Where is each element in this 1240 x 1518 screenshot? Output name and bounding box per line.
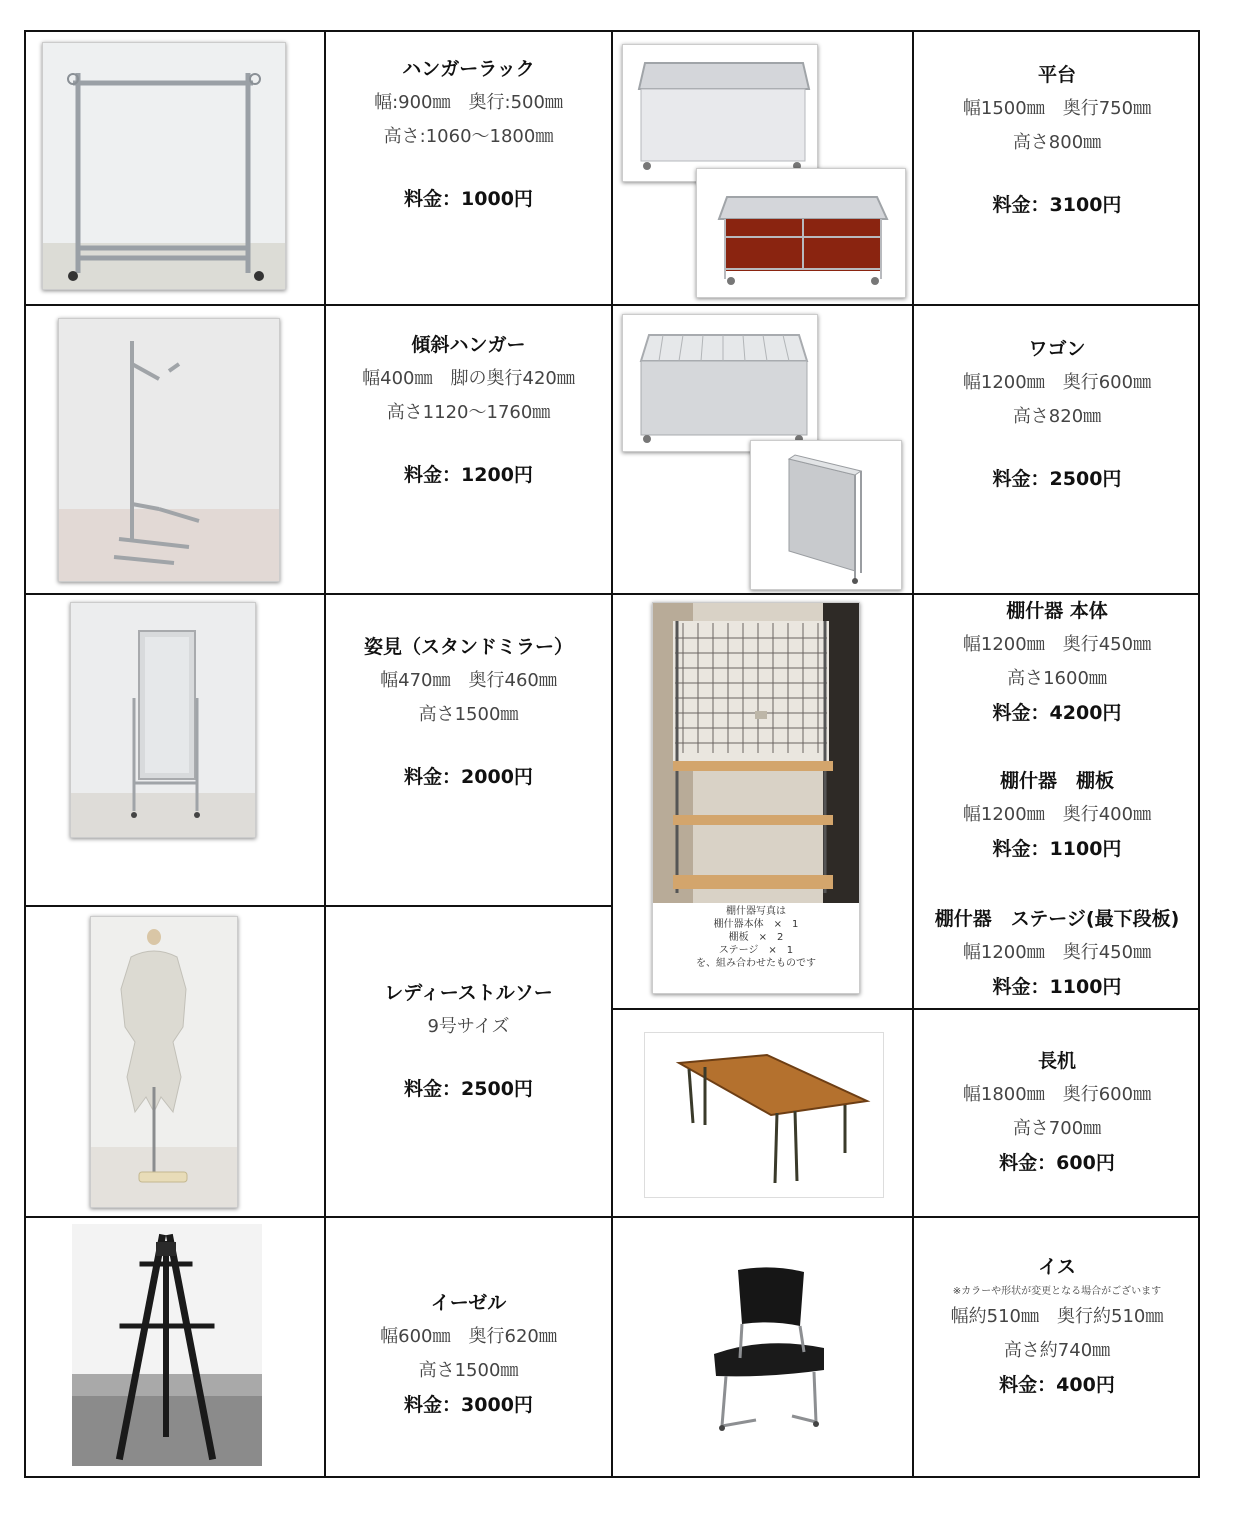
item-price: 料金：4200円 xyxy=(992,702,1122,724)
item-spec: 幅:900㎜ 奥行:500㎜ xyxy=(374,92,563,113)
item-spec: 高さ800㎜ xyxy=(1012,132,1102,153)
torso-photo xyxy=(90,916,238,1208)
wagon-photo-1 xyxy=(622,314,818,452)
shelf-photo xyxy=(652,602,860,994)
item-price: 料金：2000円 xyxy=(404,766,533,788)
item-name: 棚什器 本体 xyxy=(1006,600,1108,622)
flat-table-photo-2 xyxy=(696,168,906,298)
caption-line: 棚什器写真は xyxy=(726,906,786,917)
item-spec: 高さ約740㎜ xyxy=(1003,1340,1111,1361)
item-spec: 高さ700㎜ xyxy=(1012,1118,1102,1139)
mirror-photo xyxy=(70,602,256,838)
mirror-info xyxy=(326,630,611,830)
divider xyxy=(612,304,1200,306)
item-name: ハンガーラック xyxy=(402,58,535,80)
item-spec: 高さ1120～1760㎜ xyxy=(386,402,551,423)
rental-equipment-table xyxy=(24,30,1200,1478)
easel-info xyxy=(326,1286,611,1446)
item-spec: 幅約510㎜ 奥行約510㎜ xyxy=(950,1306,1164,1327)
divider xyxy=(612,1216,1200,1218)
easel-photo xyxy=(72,1224,262,1466)
long-desk-photo xyxy=(644,1032,884,1198)
divider xyxy=(611,32,613,1478)
caption-line: ステージ × 1 xyxy=(718,945,794,956)
divider xyxy=(612,1008,1200,1010)
item-spec: 9号サイズ xyxy=(427,1016,510,1037)
item-spec: 幅1800㎜ 奥行600㎜ xyxy=(962,1084,1152,1105)
item-name: 棚什器 ステージ(最下段板) xyxy=(934,908,1180,930)
shelf-info xyxy=(914,594,1200,1008)
item-name: 傾斜ハンガー xyxy=(411,334,526,356)
item-spec: 幅600㎜ 奥行620㎜ xyxy=(380,1326,557,1347)
item-spec: 高さ1500㎜ xyxy=(418,1360,519,1381)
wagon-photo-2 xyxy=(750,440,902,590)
item-name: 平台 xyxy=(1037,64,1076,86)
item-price: 料金：2500円 xyxy=(992,468,1122,490)
item-name: ワゴン xyxy=(1028,338,1086,360)
item-name: イス xyxy=(1038,1256,1076,1278)
flat-table-info xyxy=(914,58,1200,258)
item-spec: 幅1500㎜ 奥行750㎜ xyxy=(962,98,1152,119)
divider xyxy=(26,593,613,595)
item-name: 姿見（スタンドミラー） xyxy=(363,636,573,658)
chair-info xyxy=(914,1250,1200,1450)
item-name: イーゼル xyxy=(430,1292,507,1314)
hanger-rack-info xyxy=(326,52,611,252)
divider xyxy=(26,1216,613,1218)
item-price: 料金：2500円 xyxy=(404,1078,533,1100)
shelf-photo-caption xyxy=(653,905,859,970)
item-name: レディーストルソー xyxy=(384,982,553,1004)
item-price: 料金：400円 xyxy=(999,1374,1115,1396)
divider xyxy=(26,905,613,907)
item-spec: 高さ820㎜ xyxy=(1012,406,1102,427)
item-spec: 幅1200㎜ 奥行400㎜ xyxy=(962,804,1152,825)
divider xyxy=(26,304,613,306)
torso-info xyxy=(326,976,611,1136)
item-spec: 幅470㎜ 奥行460㎜ xyxy=(380,670,557,691)
caption-line: 棚什器本体 × 1 xyxy=(713,919,799,930)
item-spec: 幅1200㎜ 奥行600㎜ xyxy=(962,372,1152,393)
flat-table-photo-1 xyxy=(622,44,818,182)
wagon-info xyxy=(914,332,1200,532)
item-spec: 高さ1600㎜ xyxy=(1007,668,1107,689)
item-price: 料金：3100円 xyxy=(992,194,1122,216)
item-name: 長机 xyxy=(1037,1050,1076,1072)
item-price: 料金：1000円 xyxy=(404,188,533,210)
item-spec: 高さ:1060～1800㎜ xyxy=(383,126,554,147)
item-price: 料金：1100円 xyxy=(992,976,1122,998)
item-price: 料金：600円 xyxy=(999,1152,1115,1174)
item-note: ※カラーや形状が変更となる場合がございます xyxy=(952,1286,1162,1297)
item-price: 料金：1200円 xyxy=(404,464,533,486)
caption-line: を、組み合わせたものです xyxy=(696,958,816,969)
slant-hanger-info xyxy=(326,328,611,528)
chair-photo xyxy=(696,1258,846,1438)
item-spec: 幅1200㎜ 奥行450㎜ xyxy=(962,634,1152,655)
slant-hanger-photo xyxy=(58,318,280,582)
item-spec: 高さ1500㎜ xyxy=(418,704,519,725)
item-spec: 幅1200㎜ 奥行450㎜ xyxy=(962,942,1152,963)
item-name: 棚什器 棚板 xyxy=(999,770,1114,792)
item-spec: 幅400㎜ 脚の奥行420㎜ xyxy=(362,368,575,389)
caption-line: 棚板 × 2 xyxy=(728,932,784,943)
item-price: 料金：1100円 xyxy=(992,838,1122,860)
hanger-rack-photo xyxy=(42,42,286,290)
item-price: 料金：3000円 xyxy=(404,1394,533,1416)
long-desk-info xyxy=(914,1044,1200,1204)
